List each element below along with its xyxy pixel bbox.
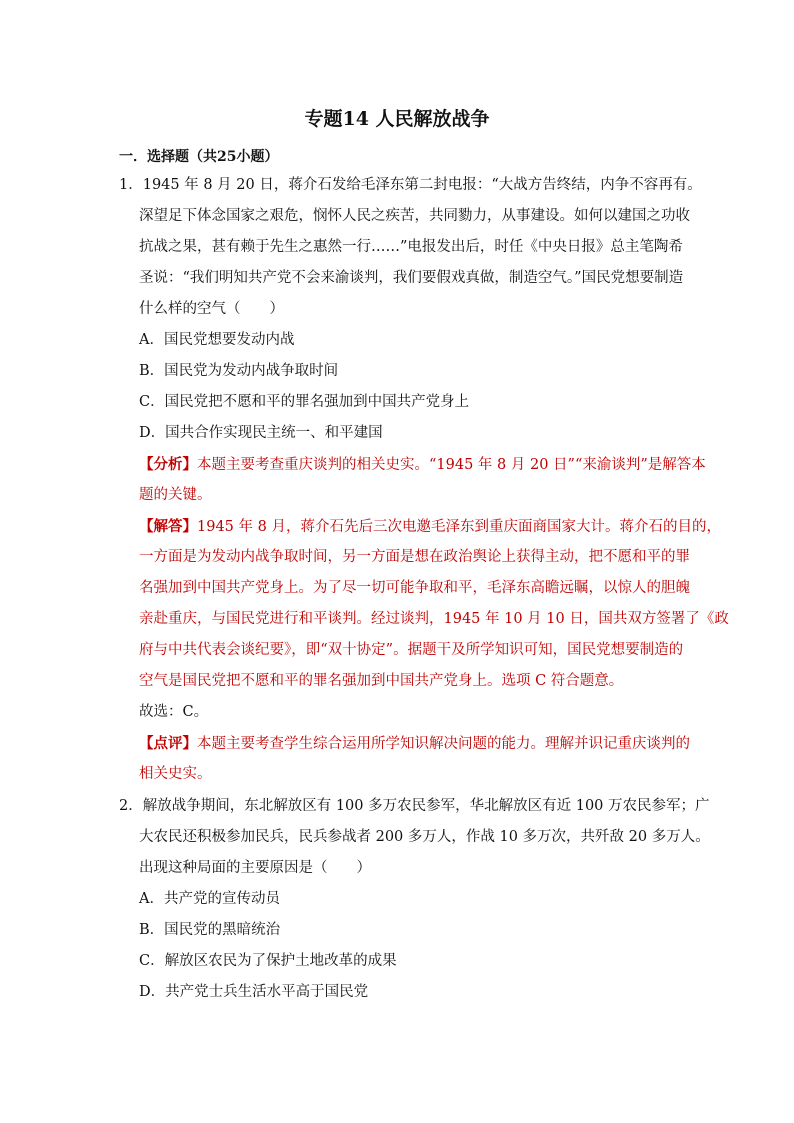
q1-stem-line: 抗战之果，甚有赖于先生之惠然一行……”电报发出后，时任《中央日报》总主笔陶希 [139,239,683,255]
q1-option-d: D．国共合作实现民主统一、和平建国 [139,425,383,441]
analysis-text: 本题主要考查重庆谈判的相关史实。“1945 年 8 月 20 日”“来渝谈判”是解答本 [197,457,706,473]
q1-option-c: C．国民党把不愿和平的罪名强加到中国共产党身上 [139,394,470,410]
section-heading: 一．选择题（共25小题） [119,149,279,165]
q1-comment-line: 相关史实。 [139,766,212,782]
q2-stem-line: 出现这种局面的主要原因是（ ） [139,860,371,876]
q1-stem-line: 圣说：“我们明知共产党不会来渝谈判，我们要假戏真做，制造空气。”国民党想要制造 [139,270,684,286]
q2-stem-line: 大农民还积极参加民兵，民兵参战者 200 多万人，作战 10 多万次，共歼敌 20 多万人。 [139,829,710,845]
comment-text: 本题主要考查学生综合运用所学知识解决问题的能力。理解并识记重庆谈判的 [197,736,690,752]
q1-answer-line: 一方面是为发动内战争取时间，另一方面是想在政治舆论上获得主动，把不愿和平的罪 [139,549,690,565]
question-2 [119,791,710,1008]
q1-stem-line: 什么样的空气（ ） [139,301,284,317]
q1-comment [119,728,690,759]
q2-stem-line: 2．解放战争期间，东北解放区有 100 多万农民参军，华北解放区有近 100 万农民参军；广 [119,798,710,814]
comment-tag: 【点评】 [139,735,197,752]
q1-analysis-line: 题的关键。 [139,487,212,503]
q1-answer [119,511,721,542]
q1-choice: 故选：C。 [139,704,209,720]
q1-answer-line: 亲赴重庆，与国民党进行和平谈判。经过谈判，1945 年 10 月 10 日，国共双方签署了《政 [139,611,729,627]
q2-option-c: C．解放区农民为了保护土地改革的成果 [139,953,397,969]
question-1 [119,170,729,790]
q1-stem-line: 深望足下体念国家之艰危，悯怀人民之疾苦，共同勠力，从事建设。如何以建国之功收 [139,208,690,224]
q2-option-d: D．共产党士兵生活水平高于国民党 [139,984,369,1000]
q1-option-b: B．国民党为发动内战争取时间 [139,363,339,379]
q2-option-b: B．国民党的黑暗统治 [139,922,281,938]
answer-text: 1945 年 8 月，蒋介石先后三次电邀毛泽东到重庆面商国家大计。蒋介石的目的， [197,519,721,535]
q1-stem-line: 1．1945 年 8 月 20 日，蒋介石发给毛泽东第二封电报：“大战方告终结，内争不容再有。 [119,177,702,193]
q1-answer-line: 名强加到中国共产党身上。为了尽一切可能争取和平，毛泽东高瞻远瞩，以惊人的胆魄 [139,580,690,596]
q1-analysis [119,449,706,480]
page-title: 专题14 人民解放战争 [304,108,490,130]
q1-option-a: A．国民党想要发动内战 [139,332,295,348]
analysis-tag: 【分析】 [139,456,197,473]
q1-answer-line: 府与中共代表会谈纪要》，即“双十协定”。据题干及所学知识可知，国民党想要制造的 [139,642,684,658]
answer-tag: 【解答】 [139,518,197,535]
q1-answer-line: 空气是国民党把不愿和平的罪名强加到中国共产党身上。选项 C 符合题意。 [139,673,624,689]
q2-option-a: A．共产党的宣传动员 [139,891,280,907]
